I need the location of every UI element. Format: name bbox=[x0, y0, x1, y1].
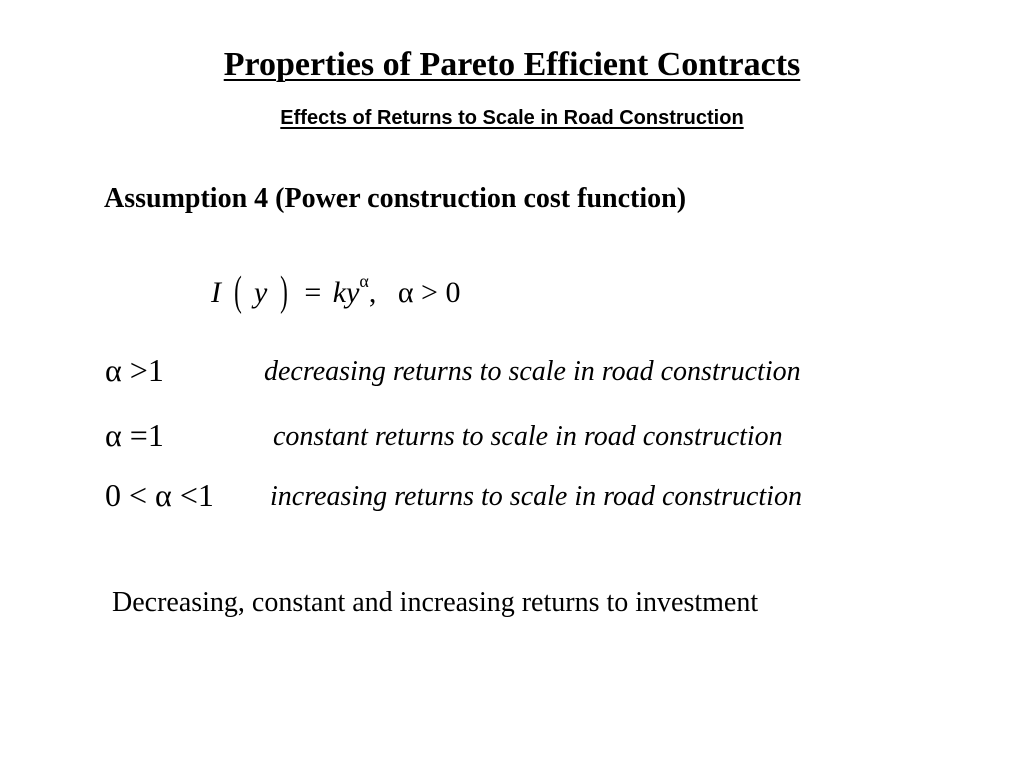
footer-statement: Decreasing, constant and increasing returns to investment bbox=[112, 587, 759, 618]
case-condition-constant: α =1 bbox=[105, 417, 164, 453]
formula-right-paren: ) bbox=[279, 269, 288, 315]
assumption-heading: Assumption 4 (Power construction cost function) bbox=[104, 183, 687, 214]
formula-condition: α > 0 bbox=[397, 276, 461, 309]
cost-function-formula bbox=[211, 260, 461, 315]
case-condition-increasing: 0 < α <1 bbox=[105, 477, 214, 513]
formula-rhs: ky bbox=[332, 276, 360, 309]
formula-separator: , bbox=[368, 276, 377, 309]
formula-exponent: α bbox=[359, 271, 369, 291]
case-description-increasing: increasing returns to scale in road construction bbox=[270, 481, 802, 512]
slide-subtitle: Effects of Returns to Scale in Road Construction bbox=[280, 107, 744, 129]
formula-equals: = bbox=[304, 276, 322, 309]
slide-title: Properties of Pareto Efficient Contracts bbox=[223, 46, 801, 83]
case-description-constant: constant returns to scale in road construction bbox=[273, 421, 783, 452]
formula-left-paren: ( bbox=[233, 269, 242, 315]
case-condition-decreasing: α >1 bbox=[105, 352, 164, 388]
formula-function-symbol: I bbox=[211, 276, 221, 309]
case-description-decreasing: decreasing returns to scale in road construction bbox=[264, 356, 801, 387]
formula-argument: y bbox=[254, 276, 268, 309]
